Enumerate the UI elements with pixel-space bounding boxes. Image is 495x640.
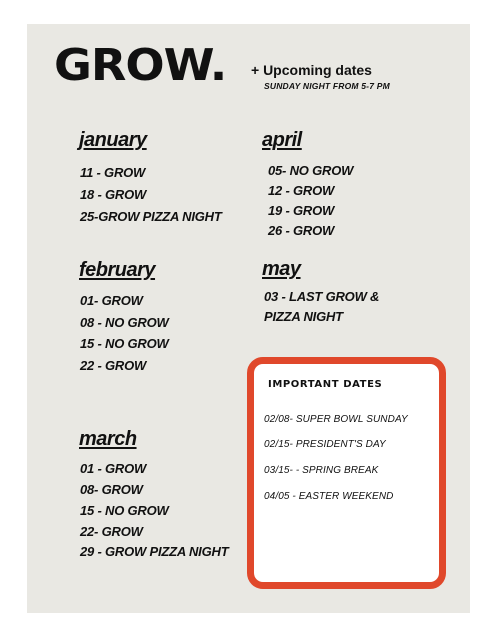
march-date-3: 15 - NO GROW (80, 503, 169, 518)
april-date-3: 19 - GROW (268, 203, 335, 218)
upcoming-dates-subtitle: SUNDAY NIGHT FROM 5-7 PM (264, 81, 390, 91)
upcoming-dates-title: + Upcoming dates (251, 62, 372, 78)
february-date-1: 01- GROW (80, 293, 143, 308)
february-date-3: 15 - NO GROW (80, 336, 169, 351)
may-date-1: 03 - LAST GROW & (264, 289, 380, 304)
january-date-1: 11 - GROW (80, 165, 146, 180)
april-date-2: 12 - GROW (268, 183, 335, 198)
month-may-heading: may (262, 258, 301, 280)
january-date-3: 25-GROW PIZZA NIGHT (80, 209, 222, 224)
may-date-1-continued: PIZZA NIGHT (264, 309, 343, 324)
march-date-4: 22- GROW (80, 524, 143, 539)
month-april-heading: april (262, 129, 302, 151)
important-date-3: 03/15- - SPRING BREAK (264, 465, 379, 476)
march-date-2: 08- GROW (80, 482, 143, 497)
april-date-4: 26 - GROW (268, 223, 335, 238)
important-date-4: 04/05 - EASTER WEEKEND (264, 491, 394, 502)
february-date-2: 08 - NO GROW (80, 315, 169, 330)
important-date-2: 02/15- PRESIDENT'S DAY (264, 439, 386, 450)
month-january-heading: january (79, 129, 147, 151)
important-dates-title: IMPORTANT DATES (268, 379, 383, 390)
month-march-heading: march (79, 428, 137, 450)
important-date-1: 02/08- SUPER BOWL SUNDAY (264, 414, 408, 425)
month-february-heading: february (79, 259, 156, 281)
march-date-5: 29 - GROW PIZZA NIGHT (80, 544, 229, 559)
february-date-4: 22 - GROW (80, 358, 147, 373)
april-date-1: 05- NO GROW (268, 163, 354, 178)
january-date-2: 18 - GROW (80, 187, 147, 202)
grow-logo: GROW. (54, 40, 227, 91)
march-date-1: 01 - GROW (80, 461, 147, 476)
